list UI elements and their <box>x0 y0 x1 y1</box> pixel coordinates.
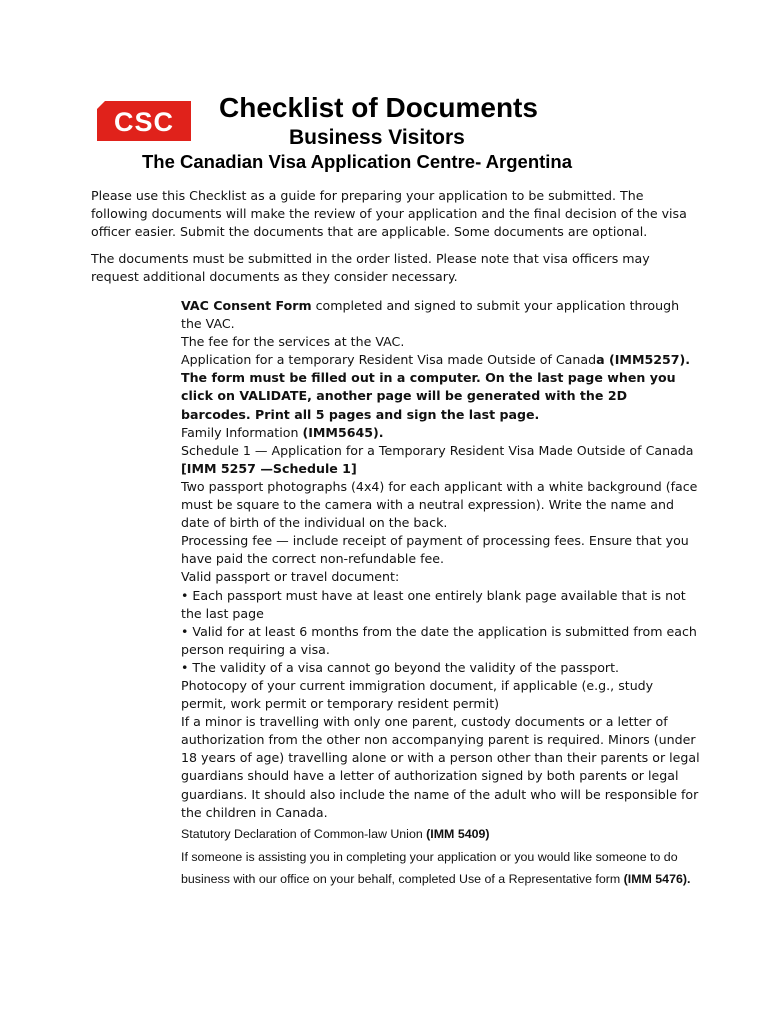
passport-requirement-blank-page: • Each passport must have at least one entirely blank page available that is not the last page <box>181 587 686 621</box>
csc-logo <box>97 101 191 141</box>
document-checklist <box>181 297 701 890</box>
checklist-item-minor-authorization: If a minor is travelling with only one parent, custody documents or a letter of authorization from the other non accompanying parent is required. Minors (under 18 years of age) travelling alone or with a person other than their parents or legal guardians should have a letter of authorization signed by both parents or legal guardians. It should also include the name of the adult who will be responsible for the children in Canada. <box>181 714 700 820</box>
passport-requirement-validity: • Valid for at least 6 months from the date the application is submitted from each person requiring a visa. <box>181 623 697 657</box>
checklist-item-application: Application for a temporary Resident Visa made Outside of Canada (IMM5257). The form must be filled out in a computer. On the last page when you click on VALIDATE, another page will be generated with the 2D barcodes. Print all 5 pages and sign the last page. <box>181 352 691 422</box>
passport-requirement-visa-limit: • The validity of a visa cannot go beyond the validity of the passport. <box>181 659 620 675</box>
checklist-item-photos: Two passport photographs (4x4) for each applicant with a white background (face must be square to the camera with a neutral expression). Write the name and date of birth of the individual on the back. <box>181 478 698 531</box>
checklist-item-schedule-1: Schedule 1 — Application for a Temporary Resident Visa Made Outside of Canada [IMM 5257 —Schedule 1] <box>181 442 694 476</box>
logo-text: CSC <box>113 107 175 137</box>
intro-paragraph: Please use this Checklist as a guide for preparing your application to be submitted. The following documents will make the review of your application and the final decision of the visa officer easier. Submit the documents that are applicable. Some documents are optional. <box>91 188 687 239</box>
order-paragraph: The documents must be submitted in the order listed. Please note that visa officers may request additional documents as they consider necessary. <box>91 251 650 284</box>
checklist-item-family-info: Family Information (IMM5645). <box>181 424 384 440</box>
checklist-item-vac-consent: VAC Consent Form completed and signed to submit your application through the VAC. <box>181 298 680 332</box>
checklist-item-processing-fee: Processing fee — include receipt of payment of processing fees. Ensure that you have paid the correct non-refundable fee. <box>181 533 689 567</box>
checklist-item-vac-fee: The fee for the services at the VAC. <box>181 334 405 350</box>
checklist-item-common-law: Statutory Declaration of Common-law Union (IMM 5409) <box>181 826 490 841</box>
checklist-item-passport: Valid passport or travel document: <box>181 569 400 585</box>
checklist-item-representative: If someone is assisting you in completing your application or you would like someone to do business with our office on your behalf, completed Use of a Representative form (IMM 5476). <box>181 850 691 886</box>
checklist-item-immigration-document: Photocopy of your current immigration document, if applicable (e.g., study permit, work permit or temporary resident permit) <box>181 677 654 712</box>
